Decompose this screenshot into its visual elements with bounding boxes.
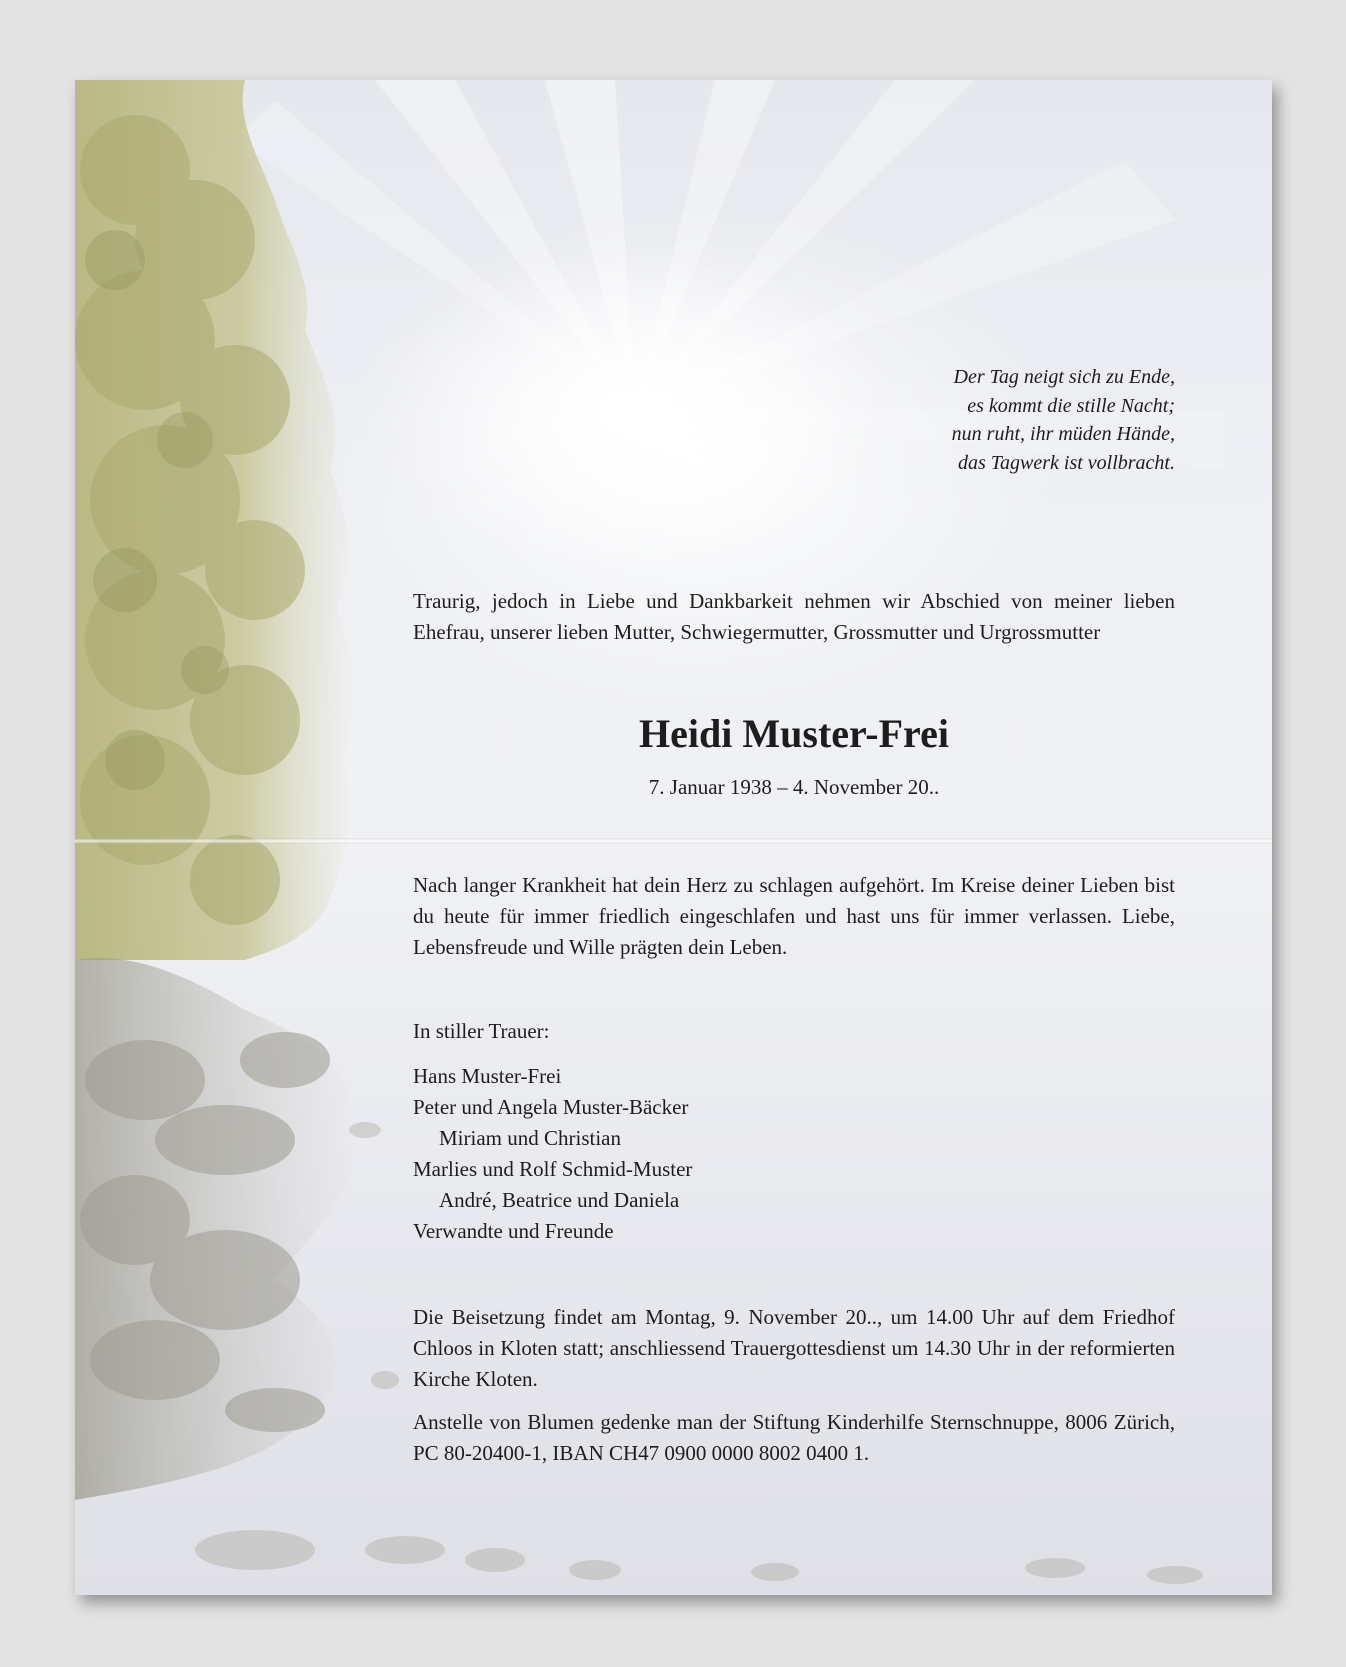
mourner-entry: Verwandte und Freunde xyxy=(413,1219,614,1243)
mourner-entry: Hans Muster-Frei xyxy=(413,1064,562,1088)
poem-line: das Tagwerk ist vollbracht. xyxy=(957,451,1175,474)
shore-rocks xyxy=(75,958,1203,1584)
mourner-entry: André, Beatrice und Daniela xyxy=(439,1188,680,1212)
mourning-title: In stiller Trauer: xyxy=(413,1019,550,1043)
deceased-name: Heidi Muster-Frei xyxy=(639,711,949,756)
intro-paragraph: Traurig, jedoch in Liebe und Dankbarkeit nehmen wir Abschied von meiner lieben Ehefrau, unserer lieben Mutter, Schwiegermutter, Grossmutter und Urgrossmutter xyxy=(413,589,1175,644)
card-fold-line xyxy=(75,838,1272,844)
tree-foliage xyxy=(75,80,353,960)
mourner-entry: Marlies und Rolf Schmid-Muster xyxy=(413,1157,693,1181)
life-dates: 7. Januar 1938 – 4. November 20.. xyxy=(648,775,940,799)
funeral-paragraph: Die Beisetzung findet am Montag, 9. November 20.., um 14.00 Uhr auf dem Friedhof Chloos in Kloten statt; anschliessend Trauergottesdienst um 14.30 Uhr in der reformierten Kirche Kloten. xyxy=(413,1305,1175,1391)
poem-line: es kommt die stille Nacht; xyxy=(967,394,1175,417)
mourners-list xyxy=(413,1061,692,1247)
illness-paragraph: Nach langer Krankheit hat dein Herz zu schlagen aufgehört. Im Kreise deiner Lieben bist du heute für immer friedlich eingeschlafen und hast uns für immer verlassen. Liebe, Lebensfreude und Wille prägten dein Leben. xyxy=(413,873,1175,959)
poem-line: nun ruht, ihr müden Hände, xyxy=(951,423,1175,445)
mourner-entry: Peter und Angela Muster-Bäcker xyxy=(413,1095,689,1119)
poem xyxy=(755,363,1175,477)
donation-paragraph: Anstelle von Blumen gedenke man der Stiftung Kinderhilfe Sternschnuppe, 8006 Zürich, PC 80-20400-1, IBAN CH47 0900 0000 8002 0400 1. xyxy=(413,1410,1175,1465)
obituary-card xyxy=(75,80,1272,1595)
mourner-entry: Miriam und Christian xyxy=(439,1126,621,1150)
poem-line: Der Tag neigt sich zu Ende, xyxy=(953,366,1175,388)
